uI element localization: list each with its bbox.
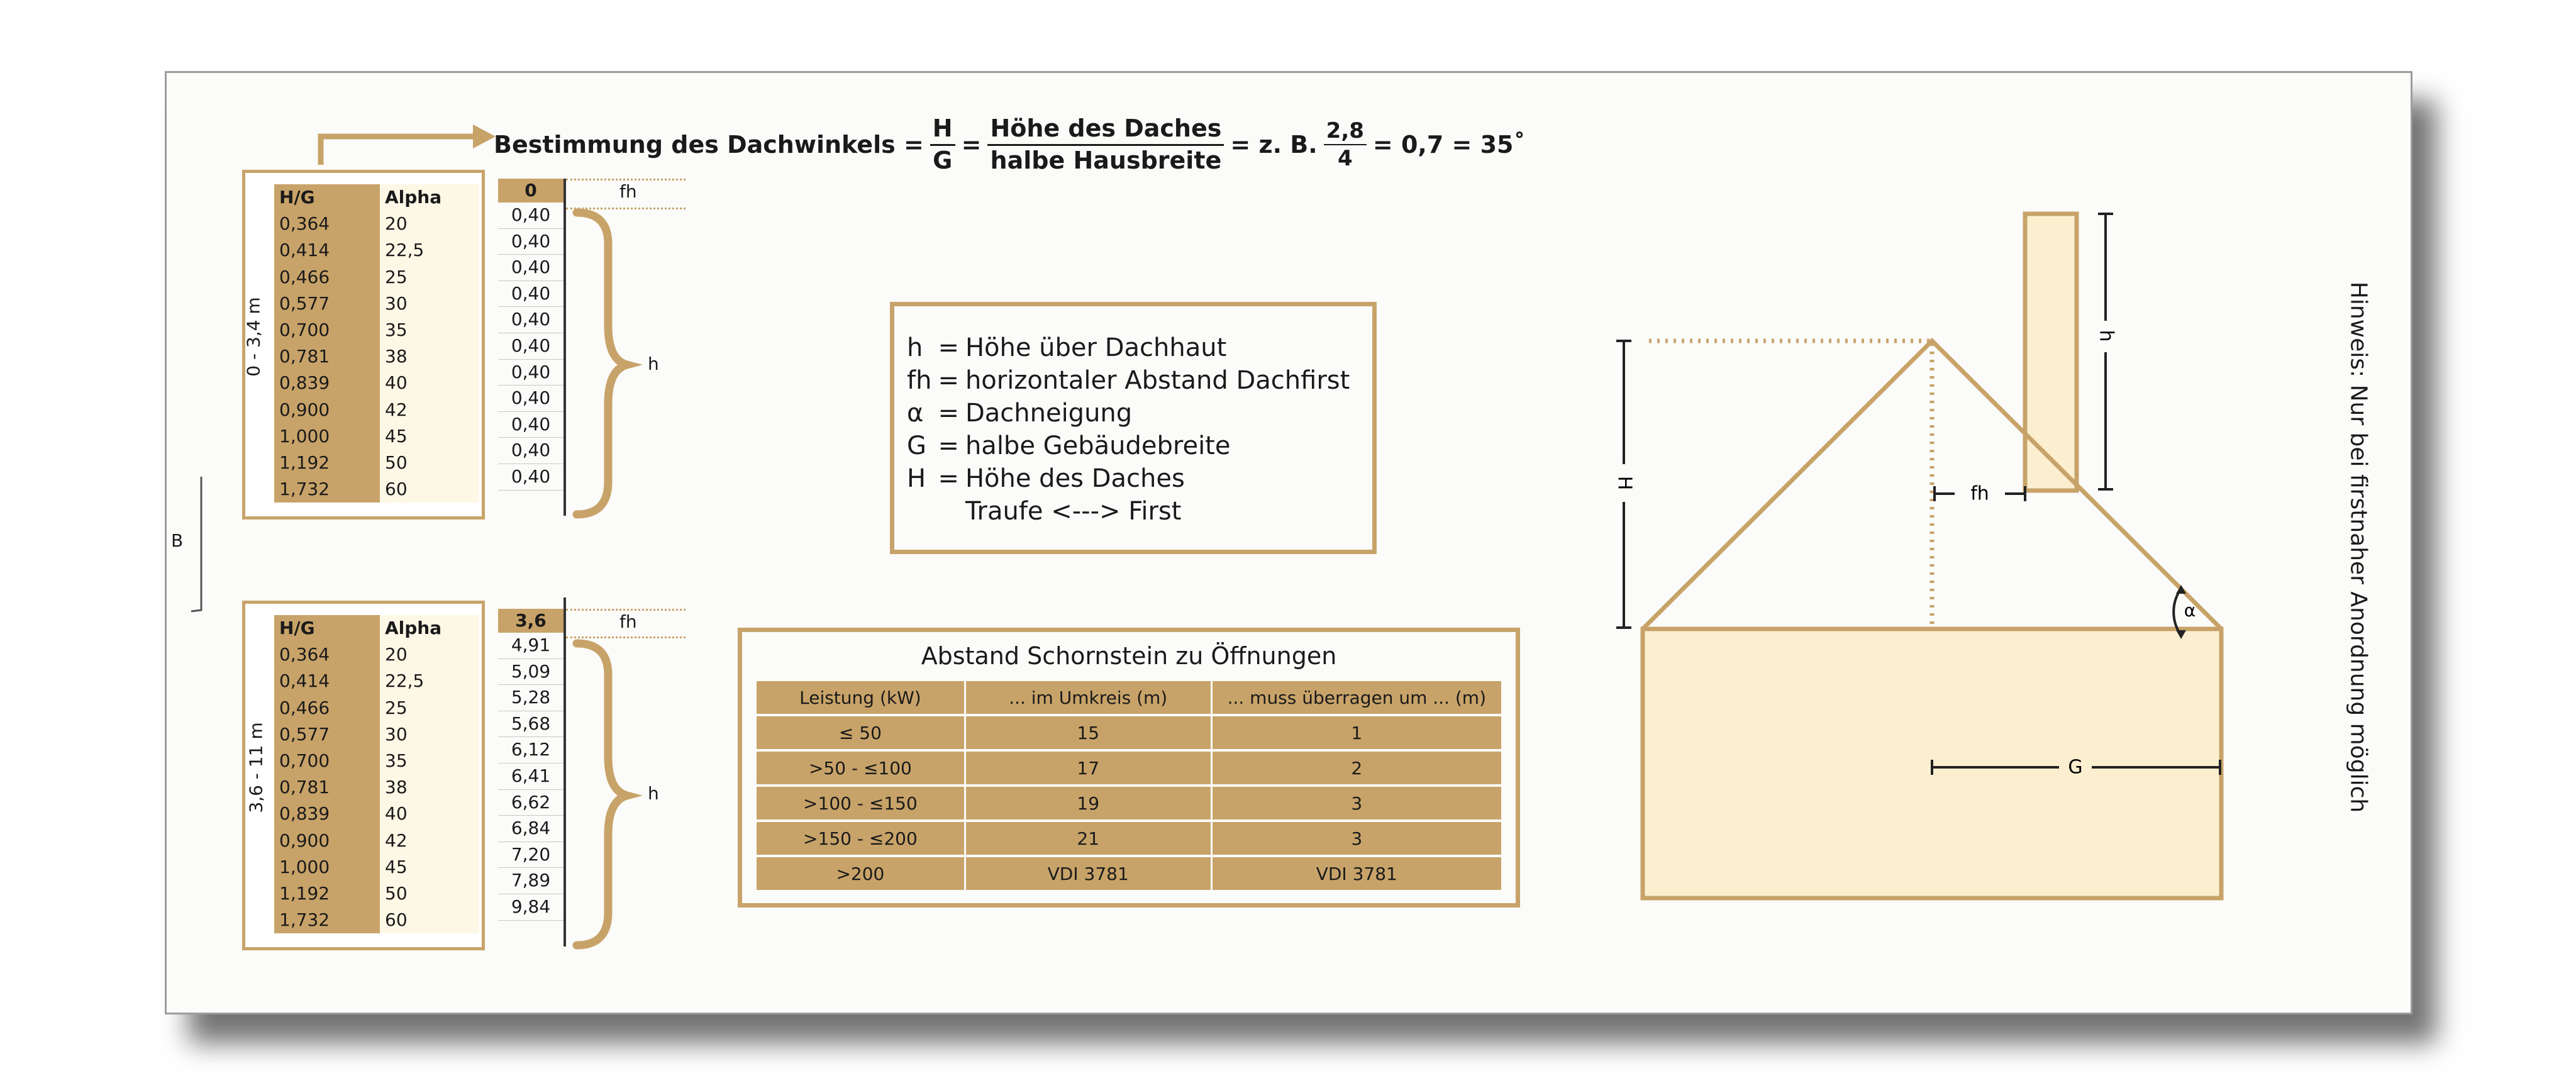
value-cell: 0,40 [498, 203, 564, 229]
table-row [274, 774, 479, 801]
table-row [274, 237, 479, 264]
table-header-row [274, 615, 479, 641]
legend-symbol: H [907, 464, 926, 493]
legend-symbol: fh [907, 366, 932, 395]
table-cell: >50 - ≤100 [757, 752, 964, 784]
cell-hg: 0,414 [274, 237, 380, 264]
hg-table-box-bottom [242, 601, 485, 950]
value-cell: 0,40 [498, 229, 564, 255]
cell-alpha: 35 [380, 317, 479, 343]
value-cell: 5,09 [498, 659, 564, 686]
fh-label-top: fh [619, 181, 637, 202]
fh-guide-upper [566, 609, 686, 611]
fh-guide-upper [566, 179, 686, 181]
h-label-bottom: h [648, 783, 659, 804]
table-row [757, 752, 1501, 784]
fraction-denominator: halbe Hausbreite [990, 146, 1222, 174]
cell-alpha: 40 [380, 370, 479, 396]
header-alpha: Alpha [380, 184, 479, 211]
range-label-top: 0 - 3,4 m [243, 297, 264, 377]
fraction-numerator: Höhe des Daches [987, 114, 1224, 146]
value-cell: 6,12 [498, 737, 564, 764]
cell-alpha: 22,5 [380, 668, 479, 694]
legend-row [907, 495, 1356, 528]
cell-alpha: 45 [380, 854, 479, 880]
formula-example-label: = z. B. [1230, 131, 1318, 158]
table-row [274, 291, 479, 317]
cell-alpha: 35 [380, 748, 479, 774]
formula-result: = 0,7 = 35˚ [1372, 131, 1526, 158]
values-column-top [498, 179, 564, 491]
legend-row [907, 331, 1356, 364]
cell-alpha: 50 [380, 880, 479, 907]
table-row [274, 854, 479, 880]
hg-table-top [274, 184, 479, 503]
legend-text: Traufe <---> First [965, 497, 1182, 526]
dimension-G-label: G [2068, 756, 2083, 779]
column-header: ... im Umkreis (m) [966, 681, 1211, 714]
fh-label-bottom: fh [619, 611, 637, 632]
table-row [274, 370, 479, 396]
table-row [274, 695, 479, 721]
b-label: B [171, 530, 184, 551]
cell-alpha: 60 [380, 476, 479, 503]
cell-hg: 0,900 [274, 397, 380, 423]
value-cell: 7,89 [498, 868, 564, 894]
hg-table-bottom [274, 615, 479, 933]
value-cell: 7,20 [498, 842, 564, 869]
table-row [274, 907, 479, 933]
header-hg: H/G [274, 615, 380, 641]
cell-hg: 0,700 [274, 317, 380, 343]
chimney-distance-table [755, 679, 1503, 892]
value-cell: 0,40 [498, 333, 564, 360]
legend-symbol: α [907, 399, 924, 428]
value-cell: 0,40 [498, 255, 564, 281]
legend-equals: = [938, 333, 959, 362]
table-row [274, 476, 479, 503]
table-cell: 15 [966, 716, 1211, 749]
legend-row [907, 430, 1356, 462]
table-cell: 17 [966, 752, 1211, 784]
cell-hg: 0,900 [274, 828, 380, 854]
legend-box [890, 302, 1377, 554]
header-alpha: Alpha [380, 615, 479, 641]
column-header: Leistung (kW) [757, 681, 964, 714]
cell-hg: 0,700 [274, 748, 380, 774]
chimney [2025, 214, 2077, 491]
table-cell: ≤ 50 [757, 716, 964, 749]
cell-hg: 1,192 [274, 880, 380, 907]
cell-alpha: 42 [380, 828, 479, 854]
legend-row [907, 397, 1356, 430]
cell-alpha: 42 [380, 397, 479, 423]
table-cell: 19 [966, 787, 1211, 819]
formula-equals: = [961, 131, 982, 158]
cell-hg: 0,364 [274, 211, 380, 237]
table-header-row [274, 184, 479, 211]
side-note [2340, 281, 2377, 813]
table-cell: 1 [1213, 716, 1501, 749]
table-cell: 21 [966, 822, 1211, 855]
table-cell: >200 [757, 857, 964, 890]
table-cell: 2 [1213, 752, 1501, 784]
cell-hg: 1,000 [274, 423, 380, 450]
table-row [274, 748, 479, 774]
value-cell: 6,84 [498, 816, 564, 842]
cell-alpha: 20 [380, 211, 479, 237]
cell-hg: 0,577 [274, 721, 380, 748]
fraction-h-over-g [930, 114, 955, 175]
cell-alpha: 20 [380, 641, 479, 668]
table-row [757, 857, 1501, 890]
table-row [274, 450, 479, 476]
legend-symbol: G [907, 431, 926, 460]
cell-hg: 0,364 [274, 641, 380, 668]
value-cell: 0,40 [498, 281, 564, 308]
cell-hg: 0,466 [274, 695, 380, 721]
cell-alpha: 38 [380, 343, 479, 370]
cell-hg: 0,577 [274, 291, 380, 317]
value-cell: 0,40 [498, 307, 564, 333]
table-row [757, 716, 1501, 749]
value-cell: 0,40 [498, 386, 564, 412]
cell-alpha: 25 [380, 695, 479, 721]
cell-hg: 0,839 [274, 370, 380, 396]
cell-hg: 1,732 [274, 907, 380, 933]
fh-value: 3,6 [498, 609, 564, 633]
h-label-top: h [648, 353, 659, 374]
angle-alpha-label: α [2184, 600, 2196, 621]
legend-text: halbe Gebäudebreite [965, 431, 1231, 460]
table-row [274, 721, 479, 748]
cell-hg: 1,732 [274, 476, 380, 503]
table-row [274, 641, 479, 668]
legend-equals: = [938, 399, 959, 428]
legend-equals: = [938, 464, 959, 493]
dimension-H-label: H [1613, 475, 1636, 491]
cell-alpha: 40 [380, 801, 479, 827]
range-label-bottom: 3,6 - 11 m [245, 722, 267, 813]
cell-hg: 0,781 [274, 343, 380, 370]
table-cell: 3 [1213, 787, 1501, 819]
dimension-h-label: h [2095, 330, 2118, 342]
value-cell: 4,91 [498, 633, 564, 659]
side-note-text: Hinweis: Nur bei firstnaher Anordnung möglich [2345, 281, 2372, 813]
cell-hg: 0,781 [274, 774, 380, 801]
formula-lead: Bestimmung des Dachwinkels = [494, 131, 924, 158]
fraction-numerator: 2,8 [1324, 118, 1367, 146]
cell-hg: 1,000 [274, 854, 380, 880]
cell-alpha: 25 [380, 264, 479, 291]
value-cell: 5,68 [498, 711, 564, 738]
legend-equals: = [938, 366, 959, 395]
chimney-distance-title: Abstand Schornstein zu Öffnungen [921, 642, 1337, 670]
table-row [274, 264, 479, 291]
values-column-bottom [498, 609, 564, 921]
cell-alpha: 30 [380, 721, 479, 748]
fraction-numerator: H [930, 114, 955, 146]
cell-alpha: 30 [380, 291, 479, 317]
legend-row [907, 364, 1356, 397]
table-header-row [757, 681, 1501, 714]
legend-text: horizontaler Abstand Dachfirst [965, 366, 1350, 395]
header-hg: H/G [274, 184, 380, 211]
cell-alpha: 45 [380, 423, 479, 450]
legend-text: Höhe über Dachhaut [965, 333, 1227, 362]
table-row [274, 211, 479, 237]
value-cell: 0,40 [498, 438, 564, 464]
fraction-denominator: 4 [1337, 146, 1353, 171]
table-row [274, 423, 479, 450]
table-row [274, 828, 479, 854]
hg-table-box-top [242, 170, 485, 519]
fraction-words [987, 114, 1224, 175]
legend-text: Höhe des Daches [965, 464, 1185, 493]
table-row [274, 317, 479, 343]
roof-angle-formula [494, 104, 1525, 186]
cell-hg: 0,839 [274, 801, 380, 827]
value-cell: 6,41 [498, 764, 564, 790]
value-cell: 0,40 [498, 464, 564, 491]
fh-value: 0 [498, 179, 564, 203]
legend-table [907, 331, 1356, 528]
table-cell: >100 - ≤150 [757, 787, 964, 819]
chimney-distance-box [738, 628, 1520, 908]
table-cell: VDI 3781 [966, 857, 1211, 890]
value-cell: 9,84 [498, 894, 564, 921]
b-bracket [189, 472, 208, 616]
house-diagram [1610, 201, 2264, 912]
column-header: ... muss überragen um ... (m) [1213, 681, 1501, 714]
cell-alpha: 60 [380, 907, 479, 933]
table-row [274, 801, 479, 827]
fraction-denominator: G [933, 146, 953, 174]
legend-symbol [907, 495, 938, 528]
value-cell: 0,40 [498, 412, 564, 438]
legend-text: Dachneigung [965, 399, 1133, 428]
dimension-fh-label: fh [1970, 482, 1989, 505]
value-cell: 5,28 [498, 685, 564, 711]
cell-hg: 0,466 [274, 264, 380, 291]
value-cell: 6,62 [498, 790, 564, 816]
cell-alpha: 50 [380, 450, 479, 476]
cell-hg: 1,192 [274, 450, 380, 476]
table-cell: VDI 3781 [1213, 857, 1501, 890]
legend-equals: = [938, 431, 959, 460]
legend-row [907, 462, 1356, 495]
table-cell: 3 [1213, 822, 1501, 855]
values-divider-bottom [564, 597, 566, 947]
table-row [274, 343, 479, 370]
table-cell: >150 - ≤200 [757, 822, 964, 855]
legend-symbol: h [907, 333, 923, 362]
cell-alpha: 38 [380, 774, 479, 801]
cell-hg: 0,414 [274, 668, 380, 694]
cell-alpha: 22,5 [380, 237, 479, 264]
values-divider-top [564, 179, 566, 516]
table-row [274, 880, 479, 907]
fraction-example [1324, 118, 1367, 172]
table-row [757, 822, 1501, 855]
table-row [274, 668, 479, 694]
legend-equals [938, 495, 965, 528]
table-row [757, 787, 1501, 819]
value-cell: 0,40 [498, 360, 564, 386]
table-row [274, 397, 479, 423]
